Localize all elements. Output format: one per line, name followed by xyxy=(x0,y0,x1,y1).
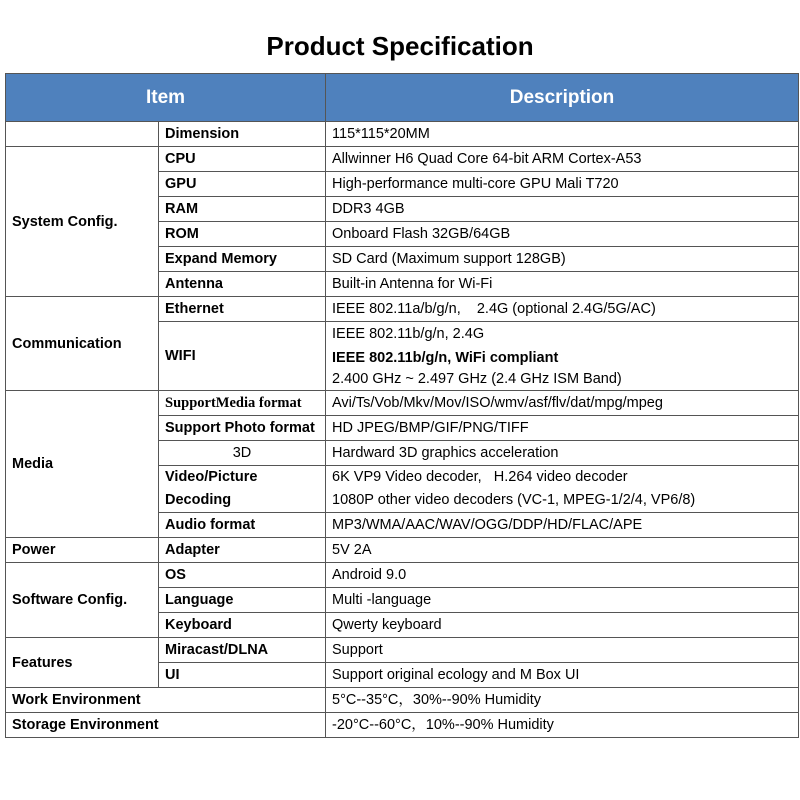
desc-work-environment: 5°C--35°C，30%--90% Humidity xyxy=(326,688,799,713)
item-wifi: WIFI xyxy=(159,322,326,391)
item-os: OS xyxy=(159,563,326,588)
desc-language: Multi -language xyxy=(326,588,799,613)
item-keyboard: Keyboard xyxy=(159,613,326,638)
item-3d: 3D xyxy=(159,441,326,466)
desc-adapter: 5V 2A xyxy=(326,538,799,563)
spec-table xyxy=(5,73,799,738)
desc-3d: Hardward 3D graphics acceleration xyxy=(326,441,799,466)
group-features: Features xyxy=(6,638,159,688)
table-row xyxy=(6,538,799,563)
desc-photo-format: HD JPEG/BMP/GIF/PNG/TIFF xyxy=(326,416,799,441)
desc-media-format: Avi/Ts/Vob/Mkv/Mov/ISO/wmv/asf/flv/dat/mpg/mpeg xyxy=(326,391,799,416)
item-media-format: SupportMedia format xyxy=(159,391,326,416)
item-photo-format: Support Photo format xyxy=(159,416,326,441)
desc-storage-environment: -20°C--60°C，10%--90% Humidity xyxy=(326,713,799,738)
header-row xyxy=(6,74,799,122)
desc-keyboard: Qwerty keyboard xyxy=(326,613,799,638)
desc-cpu: Allwinner H6 Quad Core 64-bit ARM Cortex-A53 xyxy=(326,147,799,172)
item-rom: ROM xyxy=(159,222,326,247)
header-item: Item xyxy=(6,74,326,122)
desc-miracast: Support xyxy=(326,638,799,663)
item-antenna: Antenna xyxy=(159,272,326,297)
item-dimension: Dimension xyxy=(159,122,326,147)
table-row xyxy=(6,297,799,322)
group-storage-environment: Storage Environment xyxy=(6,713,326,738)
item-decoding: Decoding xyxy=(159,489,326,513)
table-row xyxy=(6,391,799,416)
item-video-picture: Video/Picture xyxy=(159,466,326,489)
group-power: Power xyxy=(6,538,159,563)
group-media: Media xyxy=(6,391,159,538)
table-row xyxy=(6,713,799,738)
desc-ethernet: IEEE 802.11a/b/g/n, 2.4G (optional 2.4G/5G/AC) xyxy=(326,297,799,322)
item-cpu: CPU xyxy=(159,147,326,172)
table-row xyxy=(6,563,799,588)
desc-video-2: 1080P other video decoders (VC-1, MPEG-1/2/4, VP6/8) xyxy=(326,489,799,513)
group-work-environment: Work Environment xyxy=(6,688,326,713)
item-audio-format: Audio format xyxy=(159,513,326,538)
group-software: Software Config. xyxy=(6,563,159,638)
group-system: System Config. xyxy=(6,147,159,297)
item-expand-memory: Expand Memory xyxy=(159,247,326,272)
table-row xyxy=(6,638,799,663)
item-miracast: Miracast/DLNA xyxy=(159,638,326,663)
table-row xyxy=(6,147,799,172)
desc-wifi-3: 2.400 GHz ~ 2.497 GHz (2.4 GHz ISM Band) xyxy=(326,369,799,391)
table-row xyxy=(6,122,799,147)
desc-ui: Support original ecology and M Box UI xyxy=(326,663,799,688)
desc-antenna: Built-in Antenna for Wi-Fi xyxy=(326,272,799,297)
group-communication: Communication xyxy=(6,297,159,391)
desc-dimension: 115*115*20MM xyxy=(326,122,799,147)
item-ram: RAM xyxy=(159,197,326,222)
item-gpu: GPU xyxy=(159,172,326,197)
desc-rom: Onboard Flash 32GB/64GB xyxy=(326,222,799,247)
item-ui: UI xyxy=(159,663,326,688)
page-title: Product Specification xyxy=(266,31,534,61)
desc-audio-format: MP3/WMA/AAC/WAV/OGG/DDP/HD/FLAC/APE xyxy=(326,513,799,538)
table-row xyxy=(6,688,799,713)
desc-wifi-1: IEEE 802.11b/g/n, 2.4G xyxy=(326,322,799,347)
desc-video-1: 6K VP9 Video decoder, H.264 video decoder xyxy=(326,466,799,489)
group-cell-empty xyxy=(6,122,159,147)
item-ethernet: Ethernet xyxy=(159,297,326,322)
desc-expand-memory: SD Card (Maximum support 128GB) xyxy=(326,247,799,272)
item-adapter: Adapter xyxy=(159,538,326,563)
desc-ram: DDR3 4GB xyxy=(326,197,799,222)
item-language: Language xyxy=(159,588,326,613)
desc-gpu: High-performance multi-core GPU Mali T720 xyxy=(326,172,799,197)
desc-wifi-2: IEEE 802.11b/g/n, WiFi compliant xyxy=(326,347,799,369)
desc-os: Android 9.0 xyxy=(326,563,799,588)
header-description: Description xyxy=(326,74,799,122)
